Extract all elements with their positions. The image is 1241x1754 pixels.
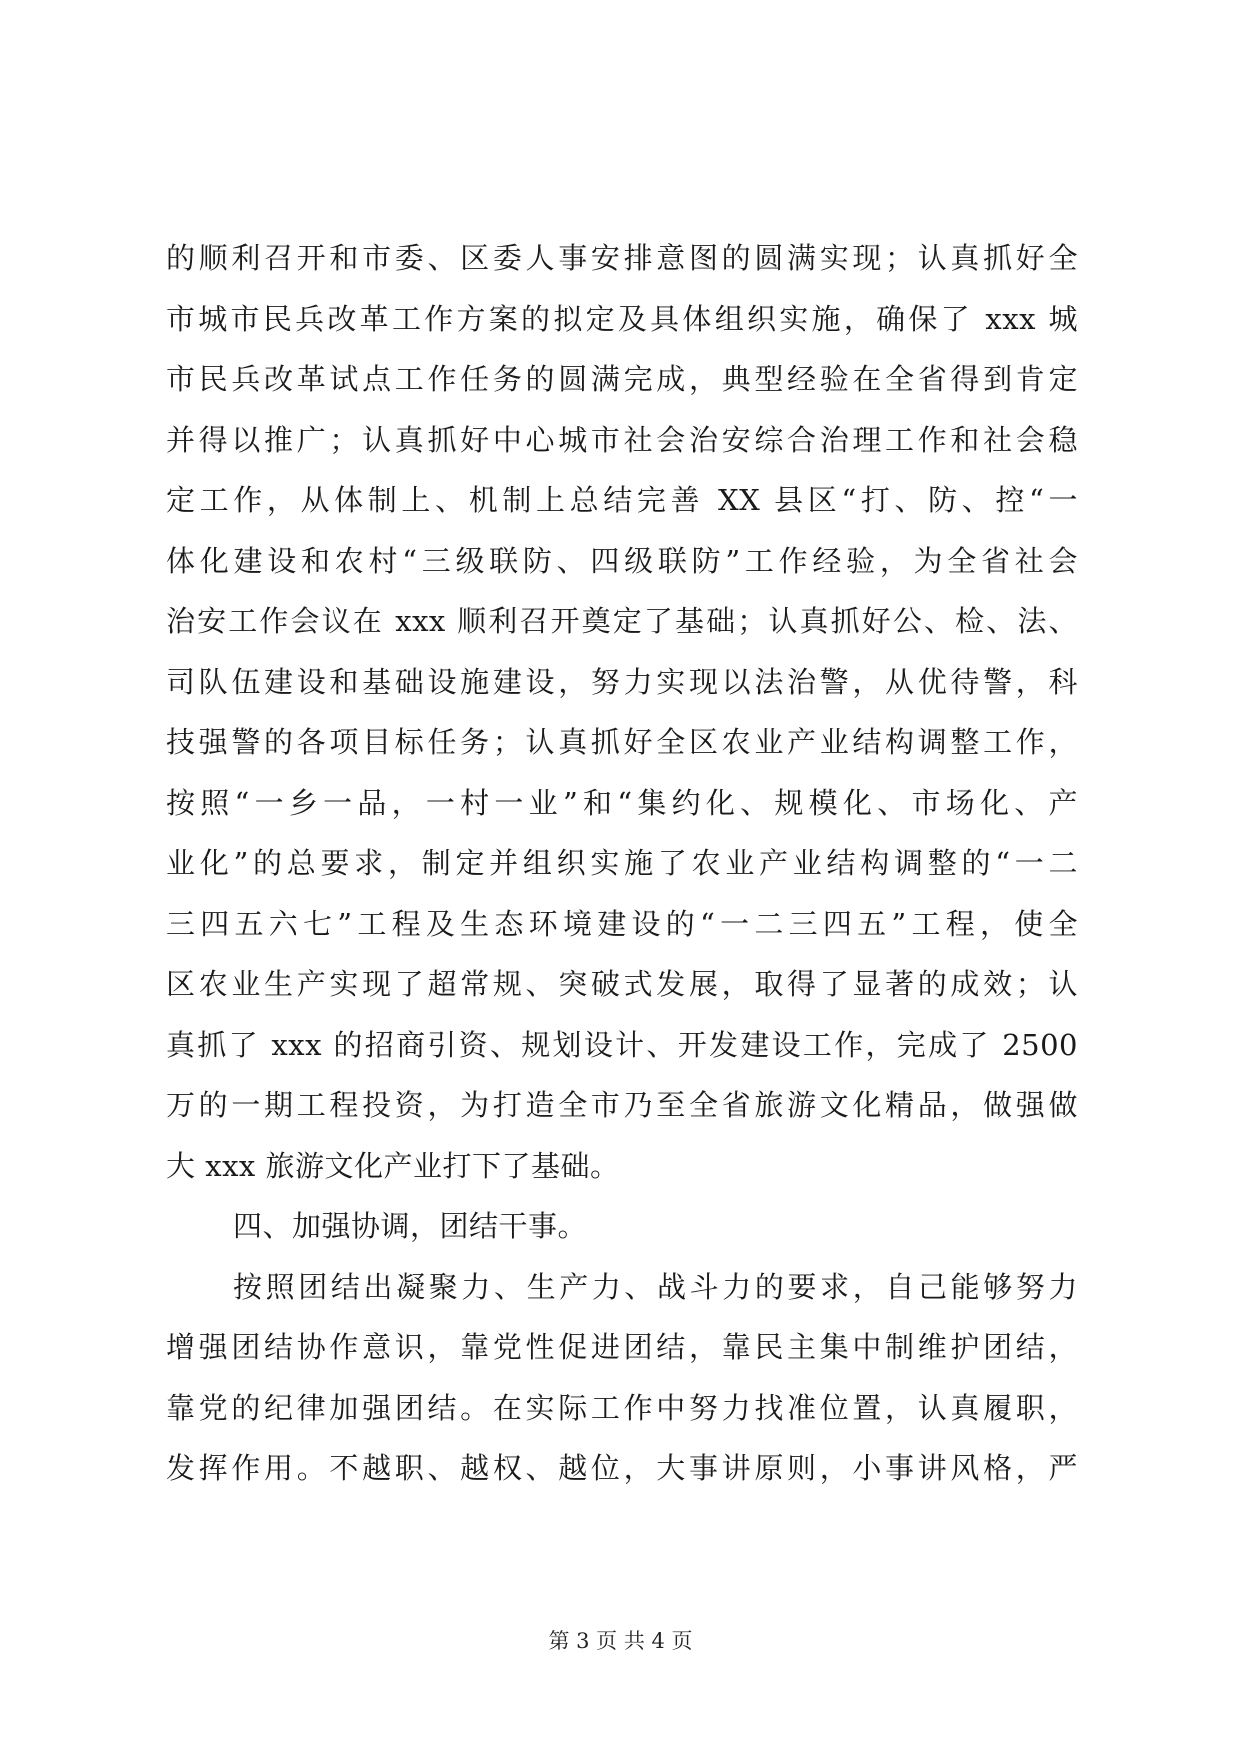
text-line: 体化建设和农村“三级联防、四级联防”工作经验，为全省社会 xyxy=(166,543,1078,578)
text-line: 市民兵改革试点工作任务的圆满完成，典型经验在全省得到肯定 xyxy=(166,362,1078,396)
body-text xyxy=(166,228,1078,1499)
page-footer: 第 3 页 共 4 页 xyxy=(548,1629,693,1653)
text-line: 按照“一乡一品，一村一业”和“集约化、规模化、市场化、产 xyxy=(166,785,1078,820)
text-line: 万的一期工程投资，为打造全市乃至全省旅游文化精品，做强做 xyxy=(166,1088,1078,1122)
text-line: 发挥作用。不越职、越权、越位，大事讲原则，小事讲风格，严 xyxy=(166,1451,1078,1485)
text-line: 区农业生产实现了超常规、突破式发展，取得了显著的成效；认 xyxy=(166,967,1078,1001)
text-line: 四、加强协调，团结干事。 xyxy=(233,1209,588,1243)
text-line: 治安工作会议在 xxx 顺利召开奠定了基础；认真抓好公、检、法、 xyxy=(166,604,1078,638)
text-line: 靠党的纪律加强团结。在实际工作中努力找准位置，认真履职， xyxy=(166,1390,1078,1425)
text-line: 技强警的各项目标任务；认真抓好全区农业产业结构调整工作， xyxy=(166,725,1078,759)
text-line: 增强团结协作意识，靠党性促进团结，靠民主集中制维护团结， xyxy=(166,1330,1078,1364)
text-line: 定工作，从体制上、机制上总结完善 XX 县区“打、防、控“一 xyxy=(166,483,1078,517)
text-line: 真抓了 xxx 的招商引资、规划设计、开发建设工作，完成了 2500 xyxy=(166,1027,1078,1062)
text-line: 大 xxx 旅游文化产业打下了基础。 xyxy=(166,1148,620,1183)
text-line: 并得以推广；认真抓好中心城市社会治安综合治理工作和社会稳 xyxy=(166,422,1078,457)
text-line: 的顺利召开和市委、区委人事安排意图的圆满实现；认真抓好全 xyxy=(166,241,1078,275)
text-line: 业化”的总要求，制定并组织实施了农业产业结构调整的“一二 xyxy=(166,846,1078,880)
text-line: 三四五六七”工程及生态环境建设的“一二三四五”工程，使全 xyxy=(166,906,1078,941)
text-line: 市城市民兵改革工作方案的拟定及具体组织实施，确保了 xxx 城 xyxy=(166,301,1078,336)
text-line: 按照团结出凝聚力、生产力、战斗力的要求，自己能够努力 xyxy=(233,1269,1078,1304)
text-line: 司队伍建设和基础设施建设，努力实现以法治警，从优待警，科 xyxy=(166,664,1078,699)
